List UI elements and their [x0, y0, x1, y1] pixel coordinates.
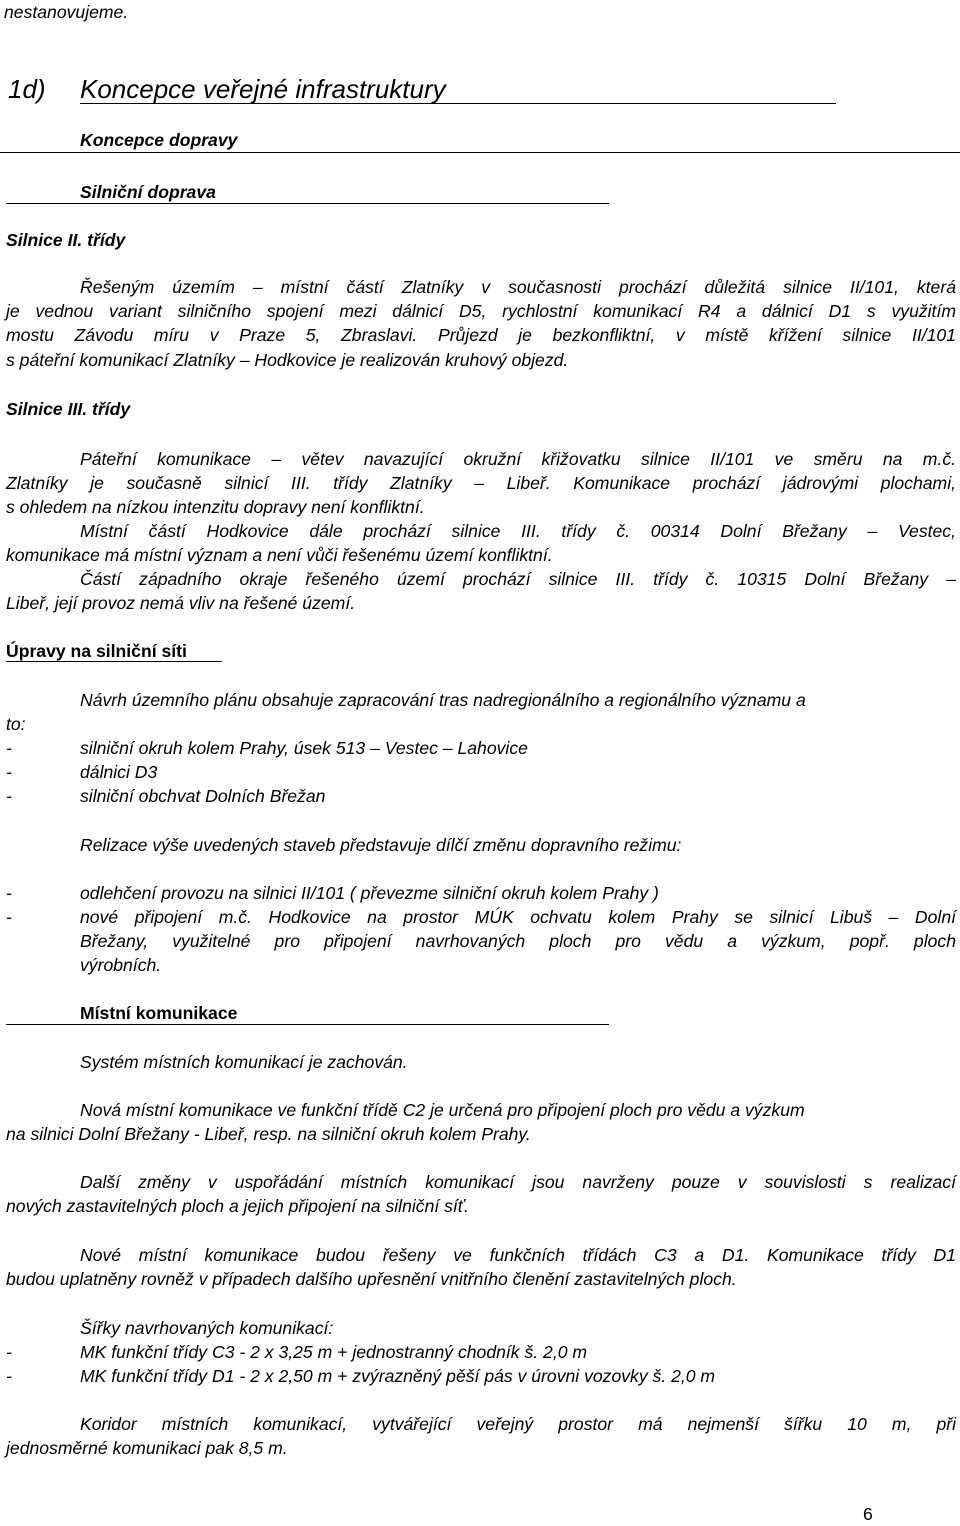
- mistni-p5-line-2: jednosměrné komunikaci pak 8,5 m.: [6, 1438, 288, 1458]
- mistni-heading-underline: [6, 1024, 609, 1025]
- list-item: silniční okruh kolem Prahy, úsek 513 – Vestec – Lahovice: [80, 738, 528, 758]
- section-number: 1d): [8, 74, 46, 104]
- mistni-p2-line-1: Nová místní komunikace ve funkční třídě C2 je určená pro připojení ploch pro vědu a výzkum: [80, 1100, 805, 1120]
- silnice-iii-line-3: s ohledem na nízkou intenzitu dopravy není konfliktní.: [6, 497, 425, 517]
- list-marker: -: [6, 786, 12, 806]
- sirky-heading: Šířky navrhovaných komunikací:: [80, 1318, 334, 1338]
- silnice-ii-line-2: je vednou variant silničního spojení mezi dálnicí D5, rychlostní komunikací R4 a dálnicí D1 s využitím: [6, 301, 956, 321]
- mistni-p5-line-1: Koridor místních komunikací, vytvářející veřejný prostor má nejmenší šířku 10 m, při: [80, 1414, 956, 1434]
- silnice-ii-line-3: mostu Závodu míru v Praze 5, Zbraslavi. Průjezd je bezkonfliktní, v místě křížení silnice II/101: [6, 325, 956, 345]
- list-marker: -: [6, 883, 12, 903]
- silnice-ii-line-4: s páteřní komunikací Zlatníky – Hodkovice je realizován kruhový objezd.: [6, 350, 569, 370]
- mistni-p2-line-2: na silnici Dolní Břežany - Libeř, resp. na silniční okruh kolem Prahy.: [6, 1124, 531, 1144]
- mistni-p3-line-2: nových zastavitelných ploch a jejich připojení na silniční síť.: [6, 1196, 469, 1216]
- top-text: nestanovujeme.: [4, 2, 129, 22]
- list-marker: -: [6, 762, 12, 782]
- silnice-iii-line-7: Libeř, její provoz nemá vliv na řešené území.: [6, 593, 356, 613]
- silnice-iii-heading: Silnice III. třídy: [6, 399, 131, 419]
- silnice-iii-line-6: Částí západního okraje řešeného území prochází silnice III. třídy č. 10315 Dolní Břežany –: [80, 569, 956, 589]
- silnice-iii-line-1: Páteřní komunikace – větev navazující okružní křižovatku silnice II/101 ve směru na m.č.: [80, 449, 956, 469]
- upravy-heading: Úpravy na silniční síti: [6, 641, 187, 661]
- upravy-heading-underline: [6, 661, 222, 662]
- silnice-iii-line-5: komunikace má místní význam a není vůči řešenému území konfliktní.: [6, 545, 553, 565]
- list-marker: -: [6, 907, 12, 927]
- mistni-p4-line-2: budou uplatněny rovněž v případech dalšího upřesnění vnitřního členění zastavitelných ploch.: [6, 1269, 737, 1289]
- upravy-intro-cont: to:: [6, 714, 26, 734]
- list-item: dálnici D3: [80, 762, 158, 782]
- upravy-paragraph: Relizace výše uvedených staveb představuje dílčí změnu dopravního režimu:: [80, 835, 682, 855]
- page-number: 6: [863, 1504, 873, 1524]
- mistni-heading: Místní komunikace: [80, 1003, 238, 1023]
- list-item: MK funkční třídy D1 - 2 x 2,50 m + zvýrazněný pěší pás v úrovni vozovky š. 2,0 m: [80, 1366, 716, 1386]
- silnice-iii-line-4: Místní částí Hodkovice dále prochází silnice III. třídy č. 00314 Dolní Břežany – Vestec,: [80, 521, 956, 541]
- upravy-intro: Návrh územního plánu obsahuje zapracování tras nadregionálního a regionálního významu a: [80, 690, 806, 710]
- subsection-rule: [0, 152, 960, 153]
- list-marker: -: [6, 738, 12, 758]
- subsubsection-underline: [6, 203, 609, 204]
- mistni-p3-line-1: Další změny v uspořádání místních komunikací jsou navrženy pouze v souvislosti s realizací: [80, 1172, 956, 1192]
- silnice-ii-heading: Silnice II. třídy: [6, 230, 126, 250]
- mistni-p4-line-1: Nové místní komunikace budou řešeny ve funkčních třídách C3 a D1. Komunikace třídy D1: [80, 1245, 956, 1265]
- list-item: odlehčení provozu na silnici II/101 ( převezme silniční okruh kolem Prahy ): [80, 883, 659, 903]
- list-item-cont: Břežany, využitelné pro připojení navrhovaných ploch pro vědu a výzkum, popř. ploch: [80, 931, 956, 951]
- list-item-cont: výrobních.: [80, 955, 162, 975]
- list-marker: -: [6, 1342, 12, 1362]
- subsection-title: Koncepce dopravy: [80, 130, 238, 150]
- mistni-p1: Systém místních komunikací je zachován.: [80, 1052, 408, 1072]
- section-title: Koncepce veřejné infrastruktury: [80, 74, 446, 104]
- list-item: MK funkční třídy C3 - 2 x 3,25 m + jednostranný chodník š. 2,0 m: [80, 1342, 588, 1362]
- list-item: nové připojení m.č. Hodkovice na prostor MÚK ochvatu kolem Prahy se silnicí Libuš – Dolní: [80, 907, 956, 927]
- section-title-underline: [80, 103, 836, 104]
- list-item: silniční obchvat Dolních Břežan: [80, 786, 326, 806]
- list-marker: -: [6, 1366, 12, 1386]
- silnice-iii-line-2: Zlatníky je současně silnicí III. třídy Zlatníky – Libeř. Komunikace prochází jádrovými plochami,: [6, 473, 956, 493]
- silnice-ii-line-1: Řešeným územím – místní částí Zlatníky v současnosti prochází důležitá silnice II/101, která: [80, 277, 956, 297]
- subsubsection-title: Silniční doprava: [80, 182, 216, 202]
